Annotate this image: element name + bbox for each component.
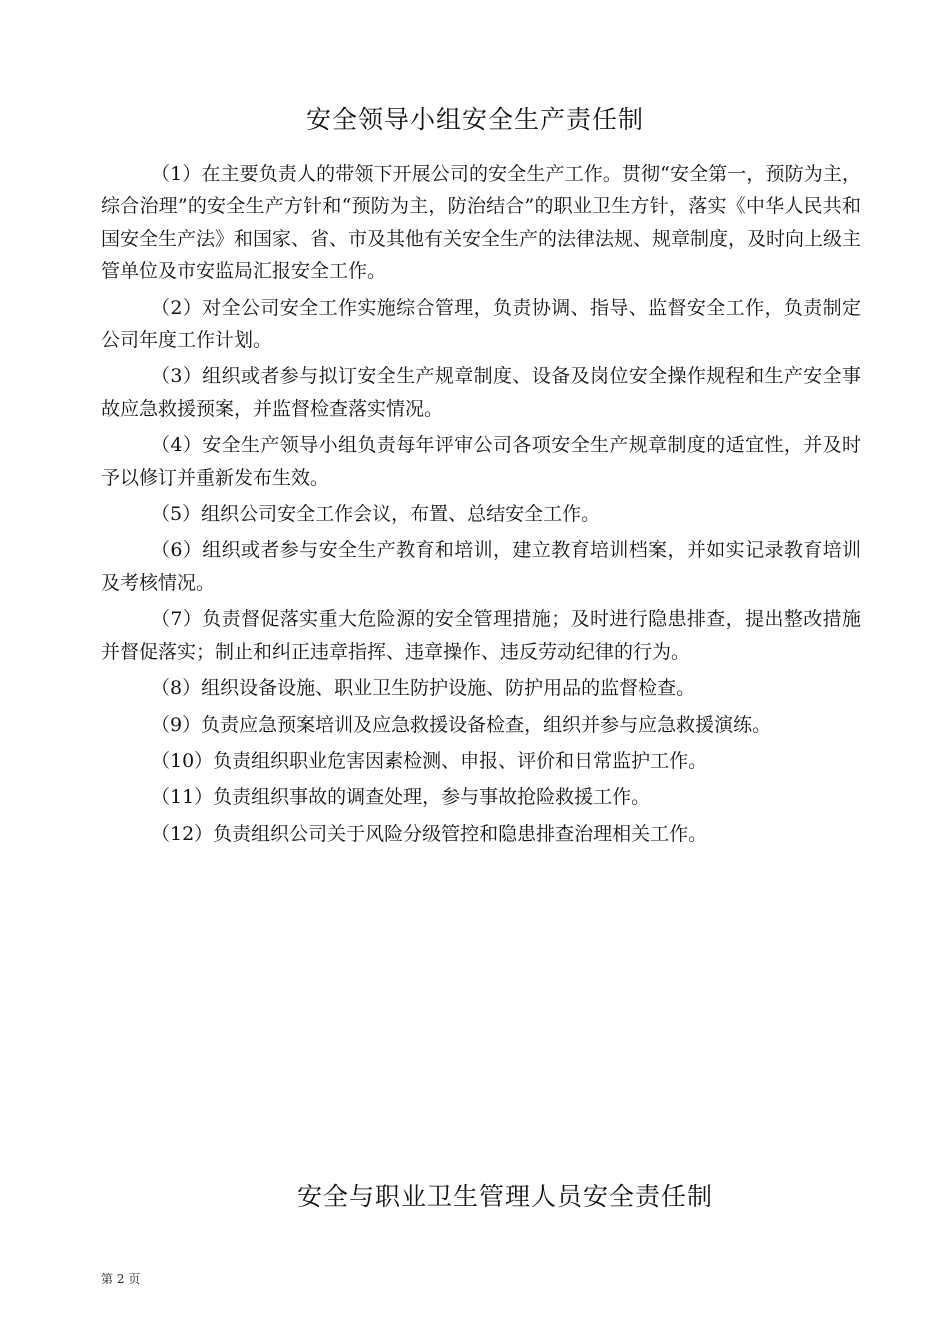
paragraph-item-9: （9）负责应急预案培训及应急救援设备检查，组织并参与应急救援演练。 bbox=[151, 713, 772, 736]
section-title-management: 安全与职业卫生管理人员安全责任制 bbox=[296, 1182, 713, 1211]
paragraph-item-1: （1）在主要负责人的带领下开展公司的安全生产工作。贯彻“安全第一，预防为主，综合治理”的安全生产方针和“预防为主，防治结合”的职业卫生方针，落实《中华人民共和国安全生产法》和国家、省、市及其他有关安全生产的法律法规、规章制度，及时向上级主管单位及市安监局汇报安全工作。 bbox=[101, 163, 862, 283]
paragraph-item-6: （6）组织或者参与安全生产教育和培训，建立教育培训档案，并如实记录教育培训及考核情况。 bbox=[101, 539, 861, 594]
section-title-leadership: 安全领导小组安全生产责任制 bbox=[305, 105, 644, 134]
paragraph-item-10: （10）负责组织职业危害因素检测、申报、评价和日常监护工作。 bbox=[151, 749, 708, 772]
document-body bbox=[101, 158, 861, 854]
paragraph-item-4: （4）安全生产领导小组负责每年评审公司各项安全生产规章制度的适宜性，并及时予以修订并重新发布生效。 bbox=[101, 434, 861, 489]
paragraph-item-11: （11）负责组织事故的调查处理，参与事故抢险救援工作。 bbox=[151, 786, 651, 809]
paragraph-item-3: （3）组织或者参与拟订安全生产规章制度、设备及岗位安全操作规程和生产安全事故应急救援预案，并监督检查落实情况。 bbox=[101, 365, 861, 420]
paragraph-item-5: （5）组织公司安全工作会议，布置、总结安全工作。 bbox=[151, 503, 601, 526]
paragraph-item-2: （2）对全公司安全工作实施综合管理，负责协调、指导、监督安全工作，负责制定公司年度工作计划。 bbox=[101, 296, 861, 352]
page-number: 第 2 页 bbox=[101, 1272, 141, 1286]
paragraph-item-12: （12）负责组织公司关于风险分级管控和隐患排查治理相关工作。 bbox=[151, 822, 708, 845]
paragraph-item-8: （8）组织设备设施、职业卫生防护设施、防护用品的监督检查。 bbox=[151, 677, 696, 700]
paragraph-item-7: （7）负责督促落实重大危险源的安全管理措施；及时进行隐患排查，提出整改措施并督促落实；制止和纠正违章指挥、违章操作、违反劳动纪律的行为。 bbox=[101, 608, 861, 663]
